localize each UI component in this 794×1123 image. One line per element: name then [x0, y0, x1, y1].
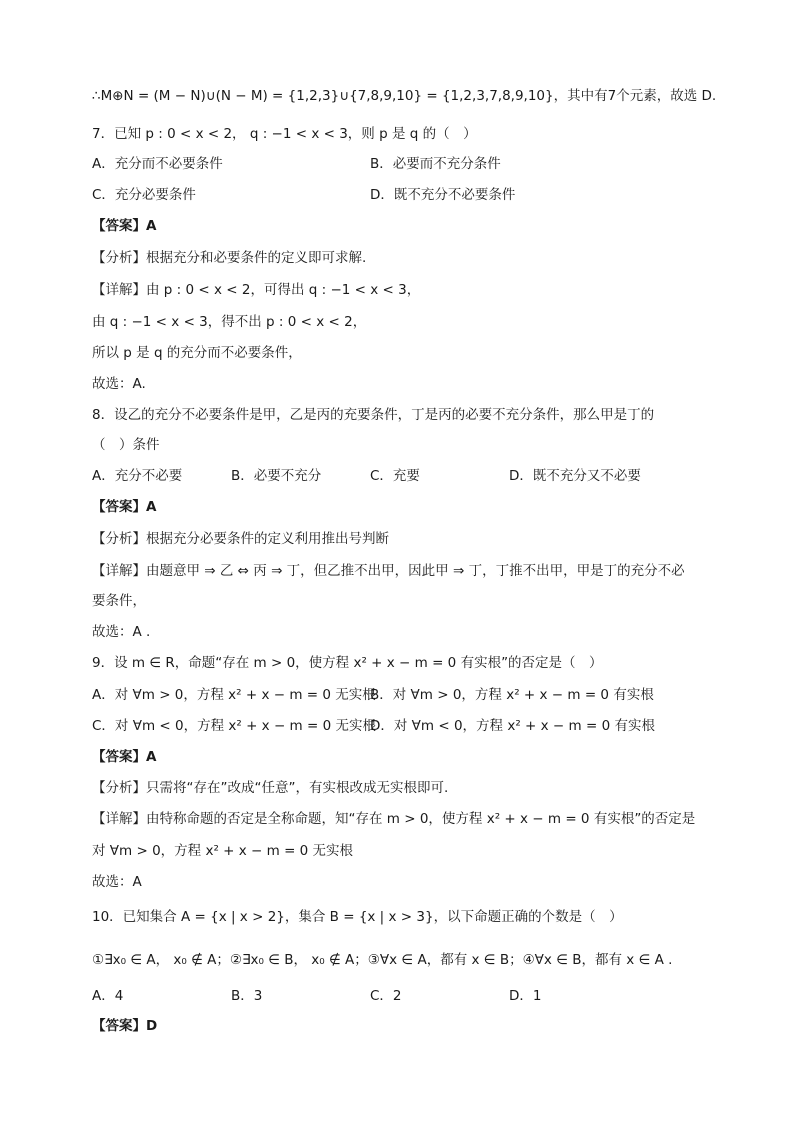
- q7-stem: 7．已知 p : 0 < x < 2， q : −1 < x < 3，则 p 是 q 的（ ）: [92, 126, 477, 142]
- q9-detail-1: 【详解】由特称命题的否定是全称命题，知“存在 m > 0，使方程 x² + x − m = 0 有实根”的否定是: [92, 811, 696, 827]
- q9-answer: 【答案】A: [92, 749, 157, 765]
- q7-detail-2: 由 q : −1 < x < 3，得不出 p : 0 < x < 2，: [92, 314, 367, 330]
- q8-stem-1: 8．设乙的充分不必要条件是甲，乙是丙的充要条件，丁是丙的必要不充分条件，那么甲是丁的: [92, 407, 655, 423]
- q10-option-c: C．2: [370, 988, 402, 1004]
- q8-stem-2: （ ）条件: [92, 437, 160, 453]
- q7-option-d: D．既不充分不必要条件: [370, 187, 516, 203]
- q7-answer: 【答案】A: [92, 218, 157, 234]
- q8-choose: 故选：A .: [92, 624, 151, 640]
- q8-option-c: C．充要: [370, 468, 420, 484]
- q9-option-d: D．对 ∀m < 0，方程 x² + x − m = 0 有实根: [370, 718, 655, 734]
- q10-option-a: A．4: [92, 988, 124, 1004]
- q8-option-d: D．既不充分又不必要: [509, 468, 641, 484]
- q7-detail-1: 【详解】由 p : 0 < x < 2，可得出 q : −1 < x < 3，: [92, 282, 421, 298]
- q9-choose: 故选：A: [92, 874, 142, 890]
- q7-option-b: B．必要而不充分条件: [370, 156, 501, 172]
- q9-option-c: C．对 ∀m < 0，方程 x² + x − m = 0 无实根: [92, 718, 376, 734]
- q8-option-b: B．必要不充分: [231, 468, 322, 484]
- q9-analysis: 【分析】只需将“存在”改成“任意”，有实根改成无实根即可.: [92, 780, 449, 796]
- q10-statements: ①∃x₀ ∈ A， x₀ ∉ A；②∃x₀ ∈ B， x₀ ∉ A；③∀x ∈ A，都有 x ∈ B；④∀x ∈ B，都有 x ∈ A .: [92, 952, 673, 968]
- q6-conclusion: ∴M⊕N = (M − N)∪(N − M) = {1,2,3}∪{7,8,9,10} = {1,2,3,7,8,9,10}，其中有7个元素，故选 D.: [92, 88, 717, 104]
- q8-detail-1: 【详解】由题意甲 ⇒ 乙 ⇔ 丙 ⇒ 丁，但乙推不出甲，因此甲 ⇒ 丁，丁推不出甲，甲是丁的充分不必: [92, 563, 685, 579]
- q7-analysis: 【分析】根据充分和必要条件的定义即可求解.: [92, 250, 367, 266]
- q9-option-b: B．对 ∀m > 0，方程 x² + x − m = 0 有实根: [370, 687, 654, 703]
- q7-detail-3: 所以 p 是 q 的充分而不必要条件，: [92, 345, 302, 361]
- q8-detail-2: 要条件，: [92, 593, 146, 609]
- q10-stem: 10．已知集合 A = {x | x > 2}，集合 B = {x | x > 3}，以下命题正确的个数是（ ）: [92, 909, 623, 925]
- q10-option-b: B．3: [231, 988, 263, 1004]
- q8-option-a: A．充分不必要: [92, 468, 183, 484]
- q10-answer: 【答案】D: [92, 1018, 158, 1034]
- q9-option-a: A．对 ∀m > 0，方程 x² + x − m = 0 无实根: [92, 687, 376, 703]
- q8-answer: 【答案】A: [92, 499, 157, 515]
- q9-stem: 9．设 m ∈ R，命题“存在 m > 0，使方程 x² + x − m = 0 有实根”的否定是（ ）: [92, 655, 603, 671]
- q7-option-c: C．充分必要条件: [92, 187, 196, 203]
- q8-analysis: 【分析】根据充分必要条件的定义利用推出号判断: [92, 531, 389, 547]
- q9-detail-2: 对 ∀m > 0，方程 x² + x − m = 0 无实根: [92, 843, 354, 859]
- q7-choose: 故选：A.: [92, 376, 146, 392]
- q7-option-a: A．充分而不必要条件: [92, 156, 223, 172]
- q10-option-d: D．1: [509, 988, 542, 1004]
